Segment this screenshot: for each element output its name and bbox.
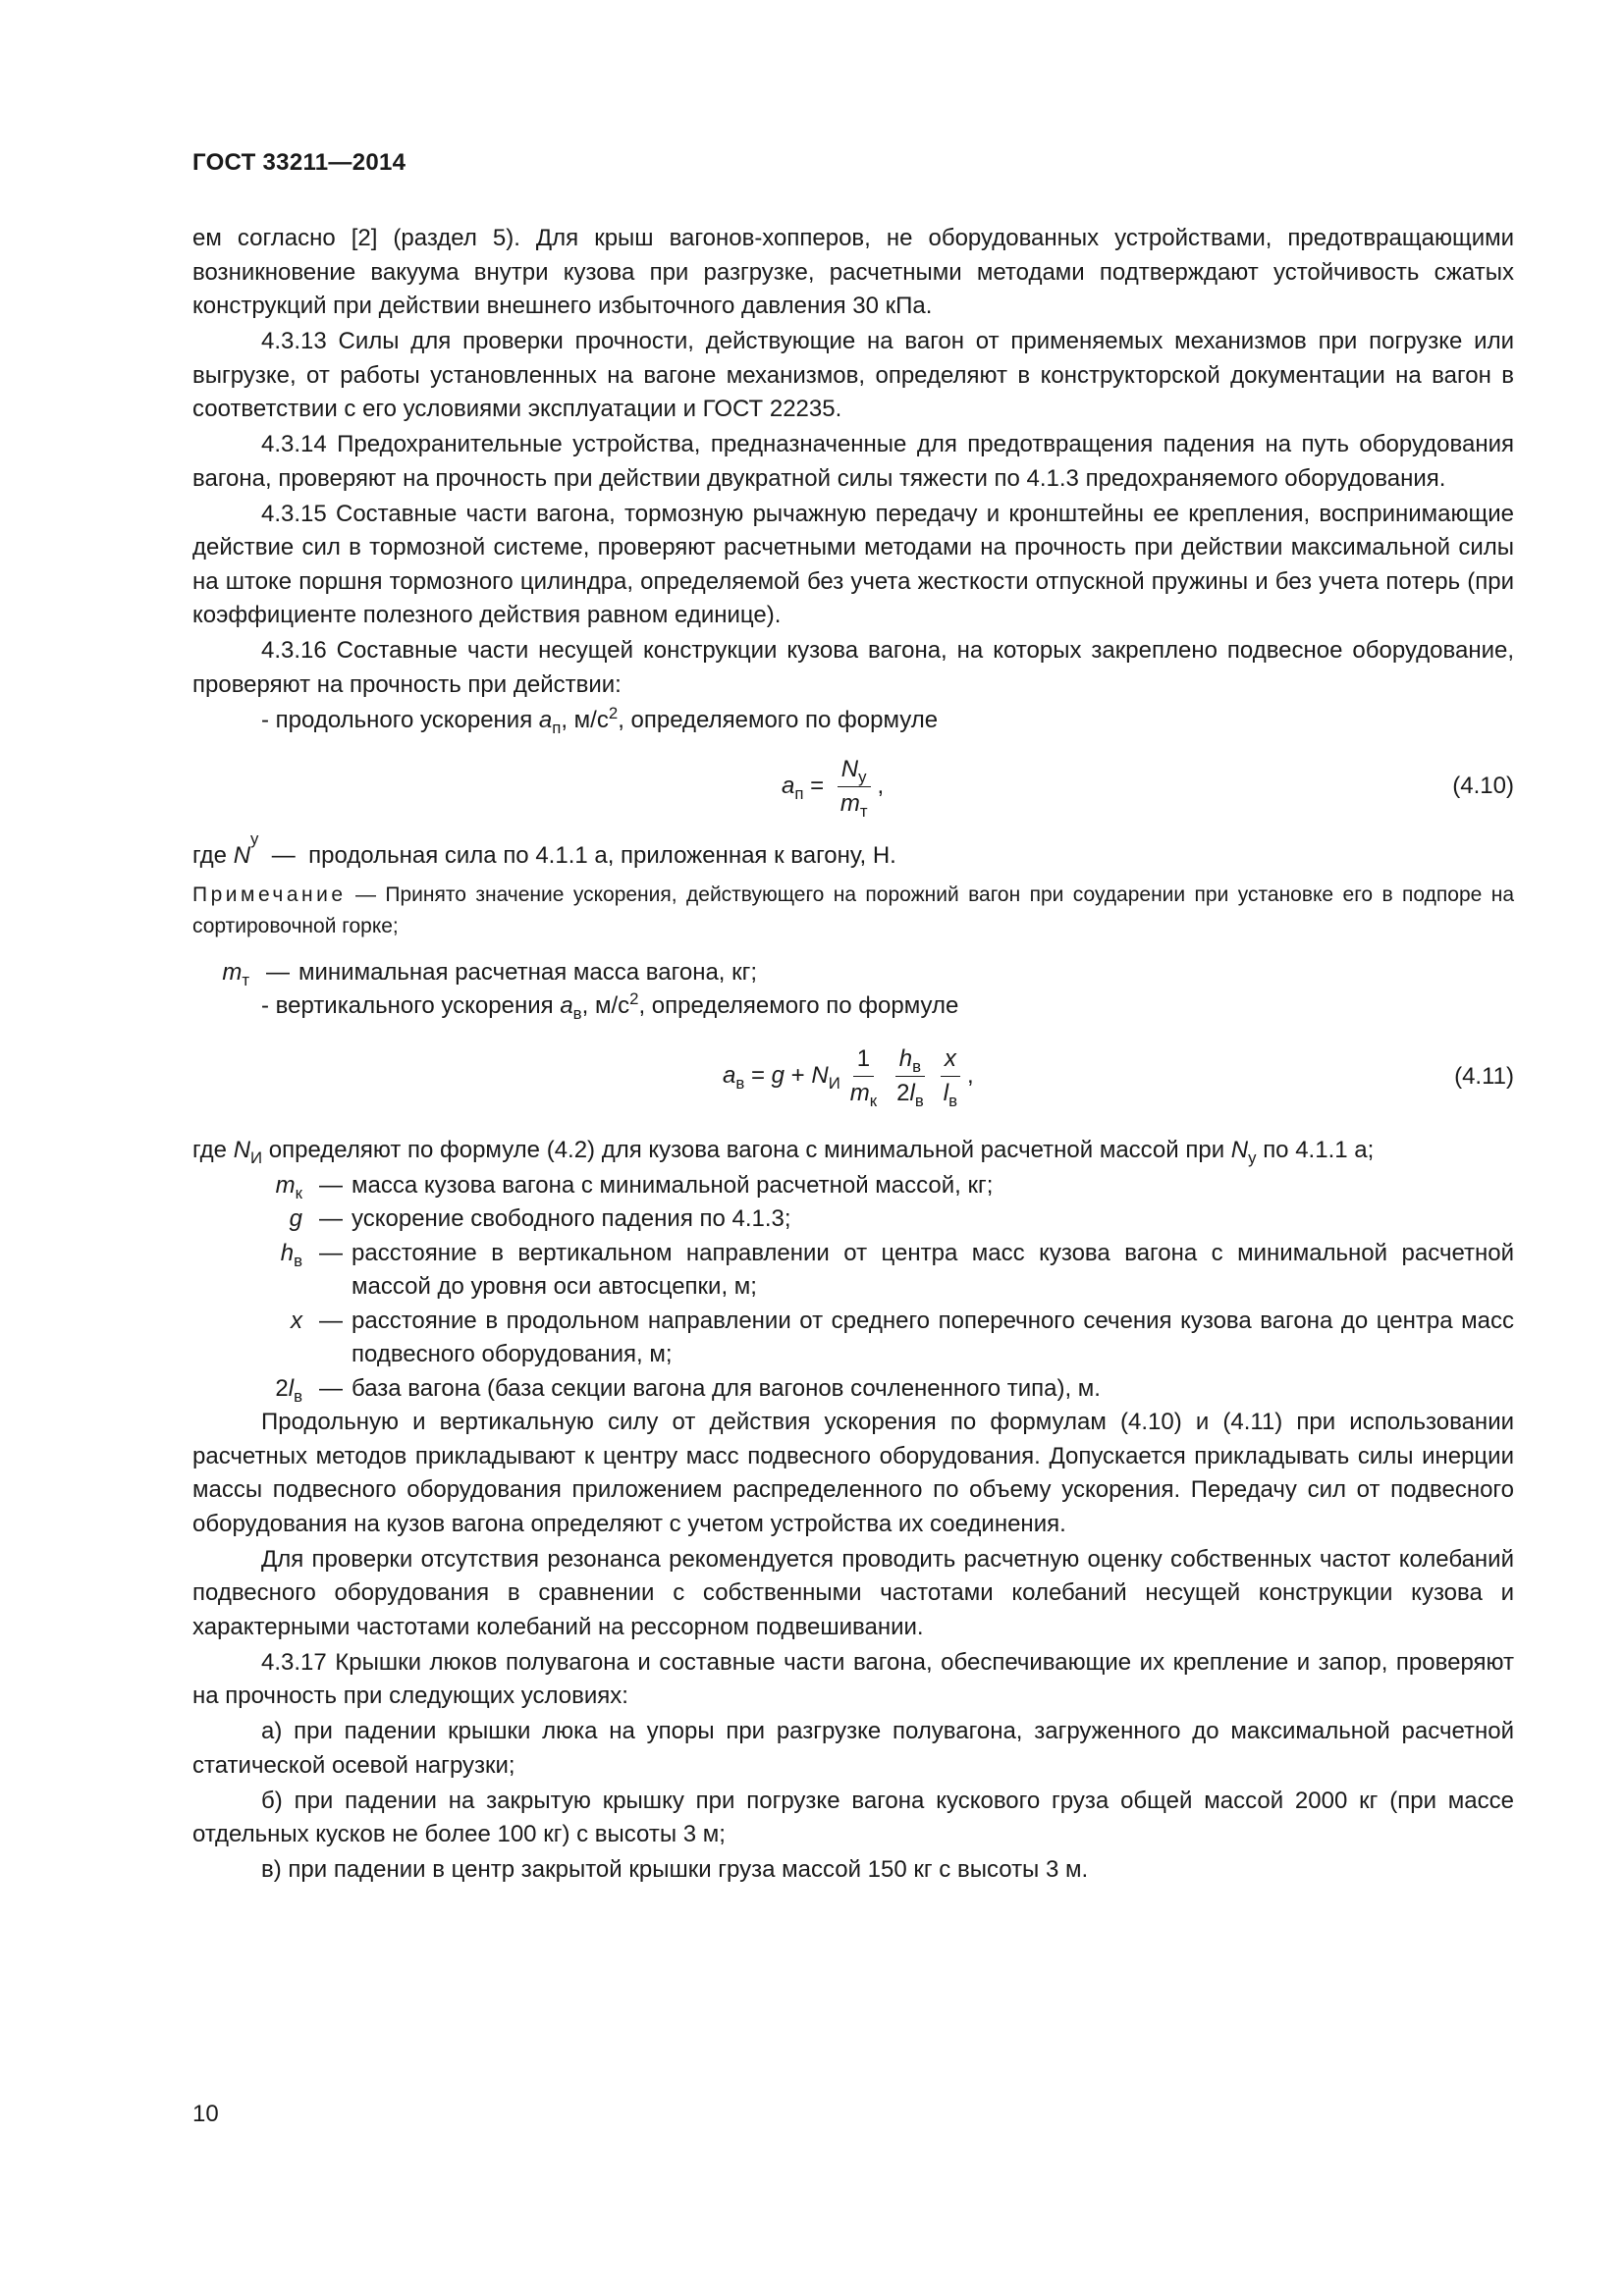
paragraph-4-3-16: 4.3.16 Составные части несущей конструкции кузова вагона, на которых закреплено подвесное оборудование, проверяют на прочность при действии:: [192, 637, 1514, 698]
paragraph-4-3-15: 4.3.15 Составные части вагона, тормозную рычажную передачу и кронштейны ее крепления, воспринимающие действие сил в тормозной системе, проверяют расчетными методами на прочность при действии максимальной силы на штоке поршня тормозного цилиндра, определяемой без учета жесткости отпускной пружины и без учета потерь (при коэффициенте полезного действия равном единице).: [192, 500, 1514, 628]
where-ny: где N у — продольная сила по 4.1.1 а, приложенная к вагону, Н.: [192, 829, 896, 869]
definitions-list: [192, 1169, 1514, 1407]
definition-item: $h_в$ — расстояние в вертикальном направлении от центра масс кузова вагона с минимальной расчетной массой до уровня оси автосцепки, м;: [280, 1239, 1514, 1300]
formula-4-11: $a_в = g + N_И$ $\frac{1}{m_к}$ $\frac{h_в}{2l_в}$ $\frac{x}{l_в}$ , (4.11): [723, 1045, 1514, 1110]
paragraph-continuation: ем согласно [2] (раздел 5). Для крыш вагонов-хопперов, не оборудованных устройствами, предотвращающими возникновение вакуума внутри кузова при разгрузке, расчетными методами подтверждают устойчивость сжатых конструкций при действии внешнего избыточного давления 30 кПа.: [192, 225, 1514, 319]
note-text: Принято значение ускорения, действующего на порожний вагон при соударении при установке его в подпоре на сортировочной горке;: [192, 882, 1514, 937]
definition-item: x — расстояние в продольном направлении от среднего поперечного сечения кузова вагона до центра масс подвесного оборудования, м;: [291, 1307, 1514, 1367]
definition-mt: $m_т$ — минимальная расчетная масса вагона, кг;: [222, 958, 758, 989]
note-label: Примечание: [192, 882, 347, 906]
fraction-x-over-lv: $\frac{x}{l_в}$: [940, 1044, 961, 1108]
equation-number-4-10: (4.10): [1452, 772, 1514, 799]
definition-item: $m_к$ — масса кузова вагона с минимальной расчетной массой, кг;: [275, 1171, 994, 1202]
equation-number-4-11: (4.11): [1454, 1062, 1514, 1090]
definition-item: $2l_в$ — база вагона (база секции вагона для вагонов сочлененного типа), м.: [275, 1374, 1101, 1406]
paragraph-4-3-13: 4.3.13 Силы для проверки прочности, действующие на вагон от применяемых механизмов при погрузке или выгрузке, от работы установленных на вагоне механизмов, определяют в конструкторской документации на вагон в соответствии с его условиями эксплуатации и ГОСТ 22235.: [192, 328, 1514, 422]
fraction-hv-over-2lv: $\frac{h_в}{2l_в}$: [896, 1045, 924, 1110]
list-item-vertical-acceleration: - вертикального ускорения $a_в$, $м/с^2$, определяемого по формуле: [261, 989, 959, 1023]
list-item-b: б) при падении на закрытую крышку при погрузке вагона кускового груза общей массой 2000 кг (при массе отдельных кусков не более 100 кг) с высоты 3 м;: [192, 1787, 1514, 1847]
list-item-longitudinal-acceleration: - продольного ускорения $a_п$, $м/с^2$, определяемого по формуле: [261, 703, 939, 737]
document-header: ГОСТ 33211—2014: [192, 149, 406, 176]
paragraph-resonance: Для проверки отсутствия резонанса рекомендуется проводить расчетную оценку собственных частот колебаний подвесного оборудования в сравнении с собственными частотами колебаний несущей конструкции кузова и характерными частотами колебаний на рессорном подвешивании.: [192, 1545, 1514, 1640]
definition-item: g — ускорение свободного падения по 4.1.3;: [289, 1205, 791, 1232]
paragraph-4-3-17: 4.3.17 Крышки люков полувагона и составные части вагона, обеспечивающие их крепление и запор, проверяют на прочность при следующих условиях:: [192, 1648, 1514, 1709]
fraction-1-over-mk: $\frac{1}{m_к}$: [849, 1045, 878, 1110]
formula-4-10: $a_п$ = $\frac{N_у}{m_т}$ , (4.10): [782, 755, 1514, 821]
paragraph-4-3-14: 4.3.14 Предохранительные устройства, предназначенные для предотвращения падения на путь оборудования вагона, проверяют на прочность при действии двукратной силы тяжести по 4.1.3 предохраняемого оборудования.: [192, 431, 1514, 492]
list-item-a: а) при падении крышки люка на упоры при разгрузке полувагона, загруженного до максимальной расчетной статической осевой нагрузки;: [192, 1718, 1514, 1779]
paragraph-forces-application: Продольную и вертикальную силу от действия ускорения по формулам (4.10) и (4.11) при использовании расчетных методов прикладывают к центру масс подвесного оборудования. Допускается прикладывать силы инерции массы подвесного оборудования приложением распределенного по объему ускорения. Передачу сил от подвесного оборудования на кузов вагона определяют с учетом устройства их соединения.: [192, 1409, 1514, 1537]
note-block: Примечание — Принято значение ускорения, действующего на порожний вагон при соударении при установке его в подпоре на сортировочной горке;: [192, 882, 1514, 937]
document-body: [192, 222, 1514, 1889]
fraction-ny-over-mt: $\frac{N_у}{m_т}$: [837, 755, 872, 819]
list-item-v: в) при падении в центр закрытой крышки груза массой 150 кг с высоты 3 м.: [261, 1856, 1089, 1883]
page-number: 10: [192, 2101, 219, 2127]
where-ni: где $N_И$ определяют по формуле (4.2) для кузова вагона с минимальной расчетной массой при $N_у$ по 4.1.1 а;: [192, 1136, 1375, 1167]
